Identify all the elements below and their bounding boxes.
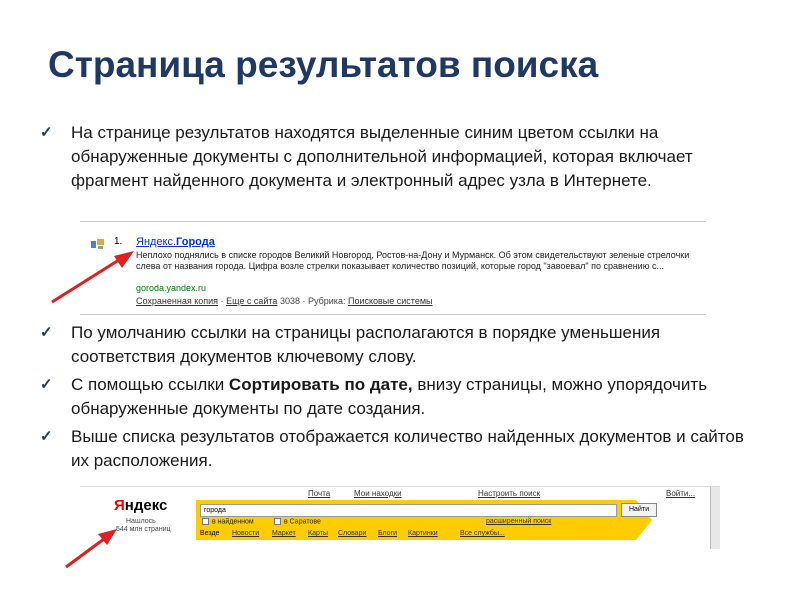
bullet-text: С помощью ссылки Сортировать по дате, внизу страницы, можно упорядочить обнаруженные документы по дате создания. bbox=[71, 375, 708, 418]
checkmark-icon: ✓ bbox=[40, 124, 53, 141]
option-region[interactable]: в Саратове bbox=[274, 518, 321, 525]
rubric-label: Рубрика: bbox=[308, 296, 346, 306]
result-number: 1. bbox=[114, 236, 123, 247]
result-url[interactable]: goroda.yandex.ru bbox=[136, 283, 207, 293]
scrollbar[interactable] bbox=[710, 487, 720, 549]
found-count: 544 млн страниц bbox=[116, 526, 171, 533]
result-title-link[interactable]: Яндекс.Города bbox=[136, 236, 215, 248]
service-tab-market[interactable]: Маркет bbox=[272, 530, 296, 537]
option-in-found[interactable]: в найденном bbox=[202, 518, 254, 525]
login-link[interactable]: Войти... bbox=[666, 489, 696, 498]
slide-title: Страница результатов поиска bbox=[48, 44, 599, 85]
service-tab-maps[interactable]: Карты bbox=[308, 530, 328, 537]
mail-link[interactable]: Почта bbox=[308, 489, 331, 498]
checkmark-icon: ✓ bbox=[40, 324, 53, 341]
result-snippet: Неплохо поднялись в списке городов Великий Новгород, Ростов-на-Дону и Мурманск. Об этом свидетельствуют зеленые стрелочки слева от названия города. Цифра возле стрелки показывает количество позиций, которые город "завоевал" по сравнению с... bbox=[136, 250, 690, 271]
more-count: 3038 bbox=[279, 296, 300, 306]
yandex-header-screenshot bbox=[80, 486, 720, 549]
service-tab-news[interactable]: Новости bbox=[232, 530, 260, 537]
found-label: Нашлось bbox=[126, 518, 156, 525]
advanced-search-link[interactable]: расширенный поиск bbox=[486, 518, 552, 525]
bullet-text: По умолчанию ссылки на страницы располагаются в порядке уменьшения соответствия документов ключевому слову. bbox=[71, 323, 661, 366]
setup-search-link[interactable]: Настроить поиск bbox=[478, 489, 541, 498]
red-arrow-icon bbox=[62, 526, 120, 570]
rubric-link[interactable]: Поисковые системы bbox=[347, 296, 433, 306]
my-finds-link[interactable]: Мои находки bbox=[354, 489, 402, 498]
service-tab-blogs[interactable]: Блоги bbox=[378, 530, 398, 537]
search-input[interactable]: города bbox=[200, 504, 617, 517]
sort-by-date-label: Сортировать по дате, bbox=[228, 375, 413, 394]
find-button[interactable]: Найти bbox=[621, 503, 657, 517]
result-meta: Сохраненная копия · Еще с сайта 3038 · Рубрика: Поисковые системы bbox=[136, 296, 433, 306]
service-tab-all[interactable]: Все службы... bbox=[460, 530, 505, 537]
bullet-text: Выше списка результатов отображается количество найденных документов и сайтов их расположения. bbox=[71, 427, 744, 470]
search-result-screenshot bbox=[80, 221, 706, 315]
service-tab-images[interactable]: Картинки bbox=[408, 530, 438, 537]
more-from-site-link[interactable]: Еще с сайта bbox=[226, 296, 278, 306]
checkmark-icon: ✓ bbox=[40, 428, 53, 445]
checkmark-icon: ✓ bbox=[40, 376, 53, 393]
service-tab-dictionaries[interactable]: Словари bbox=[338, 530, 367, 537]
red-arrow-icon bbox=[48, 248, 138, 306]
bullet-text: На странице результатов находятся выделенные синим цветом ссылки на обнаруженные документы с дополнительной информацией, которая включает фрагмент найденного документа и электронный адрес узла в Интернете. bbox=[71, 123, 693, 190]
service-tab-everywhere[interactable]: Везде bbox=[200, 530, 220, 537]
saved-copy-link[interactable]: Сохраненная копия bbox=[136, 296, 219, 306]
checkbox-icon bbox=[202, 518, 209, 525]
checkbox-icon bbox=[274, 518, 281, 525]
yandex-logo[interactable]: Яндекс bbox=[114, 497, 168, 514]
